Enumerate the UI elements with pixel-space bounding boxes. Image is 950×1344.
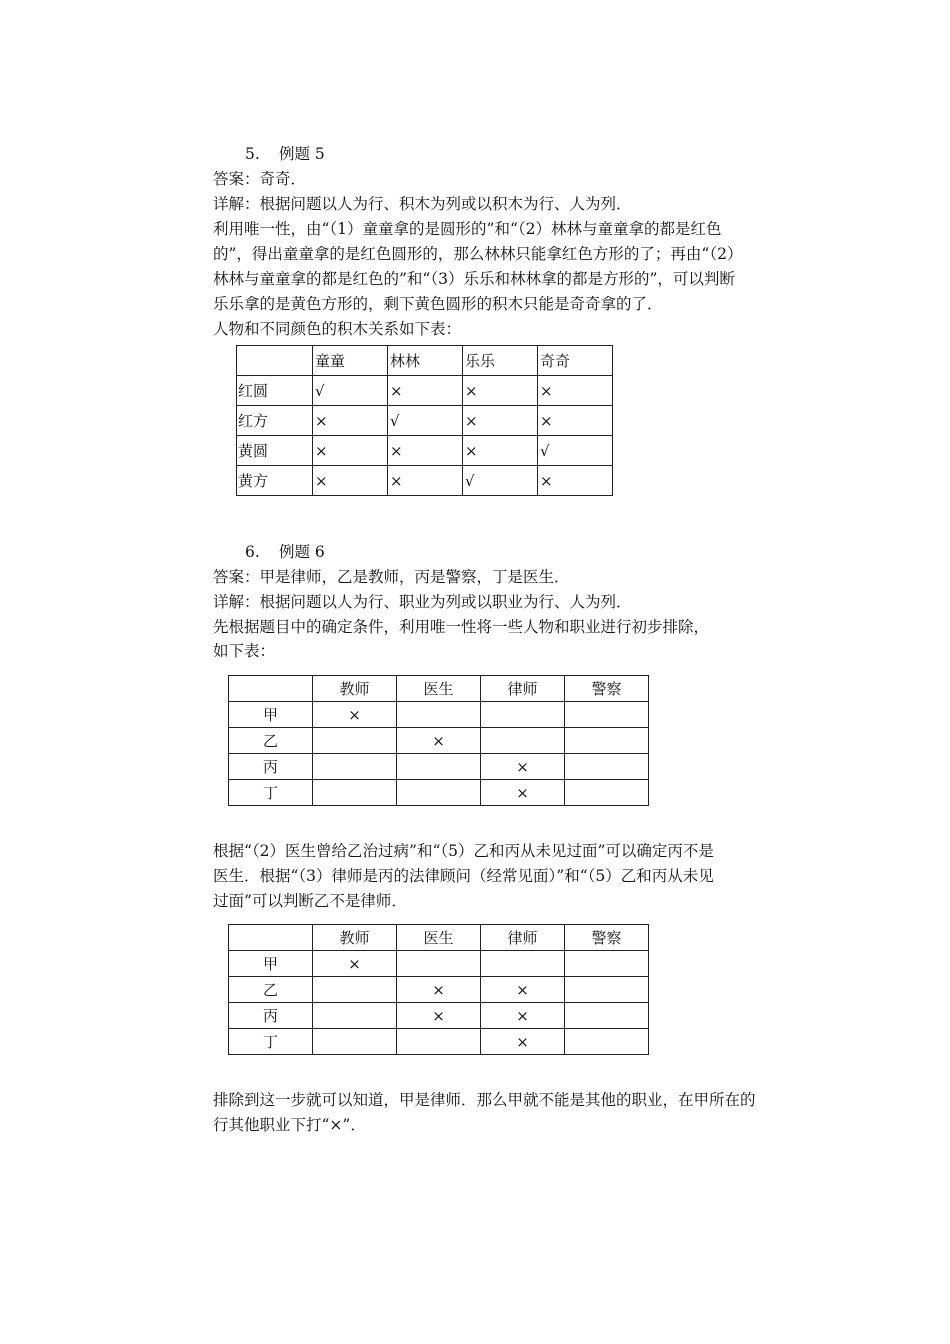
table-row [229,754,649,780]
table-header-cell: 林林 [388,346,463,376]
ex5-para-line: 乐乐拿的是黄色方形的，剩下黄色圆形的积木只能是奇奇拿的了． [213,295,663,313]
table-cell: 黄方 [237,466,313,496]
table-cell: × [538,406,613,436]
table-cell [397,1029,481,1055]
ex6-detail: 详解：根据问题以人为行、职业为列或以职业为行、人为列． [213,593,632,611]
table-row [229,728,649,754]
table-cell: × [538,466,613,496]
table-cell [565,951,649,977]
table-cell [313,1029,397,1055]
table-cell [397,754,481,780]
table-header-cell [237,346,313,376]
table-cell [481,951,565,977]
ex6-second-table [228,924,649,1055]
table-cell: √ [388,406,463,436]
table-row [237,436,613,466]
table-cell: × [313,466,388,496]
table-cell [313,977,397,1003]
table-cell: × [388,376,463,406]
table-header-row [229,925,649,951]
ex6-para2-line: 过面”可以判断乙不是律师． [213,892,407,910]
table-header-cell: 警察 [565,925,649,951]
table-cell: × [397,977,481,1003]
ex5-answer: 答案：奇奇． [213,170,307,188]
table-cell [313,728,397,754]
table-cell: 丙 [229,754,313,780]
ex5-relation-table [236,345,613,496]
table-cell: × [313,702,397,728]
table-row [229,780,649,806]
table-header-cell: 律师 [481,676,565,702]
table-cell: × [397,728,481,754]
table-row [229,1003,649,1029]
table-row [229,977,649,1003]
table-header-cell: 医生 [397,676,481,702]
table-header-cell: 童童 [313,346,388,376]
ex5-detail: 详解：根据问题以人为行、积木为列或以积木为行、人为列． [213,195,632,213]
table-cell: × [388,466,463,496]
table-cell: √ [313,376,388,406]
table-row [237,406,613,436]
table-cell [397,780,481,806]
table-cell: × [397,1003,481,1029]
table-cell: 黄圆 [237,436,313,466]
table-cell: 丙 [229,1003,313,1029]
ex6-heading-number: 6. [245,543,260,561]
table-cell [481,728,565,754]
table-cell: 丁 [229,780,313,806]
table-header-cell: 警察 [565,676,649,702]
table-header-cell: 教师 [313,676,397,702]
table-row [237,376,613,406]
table-cell: × [463,406,538,436]
ex5-para-line: 的”，得出童童拿的是红色圆形的，那么林林只能拿红色方形的了；再由“（2） [213,245,743,263]
table-cell: × [463,376,538,406]
table-cell [313,754,397,780]
table-cell: 丁 [229,1029,313,1055]
table-cell [397,702,481,728]
table-cell [565,1003,649,1029]
table-cell [565,780,649,806]
table-cell: × [481,1029,565,1055]
table-header-cell: 律师 [481,925,565,951]
table-cell [565,977,649,1003]
ex6-para1-line: 如下表： [213,642,276,660]
ex5-para-line: 林林与童童拿的都是红色的”和“（3）乐乐和林林拿的都是方形的”，可以判断 [213,270,735,288]
table-header-cell: 奇奇 [538,346,613,376]
table-cell: × [481,754,565,780]
table-cell: 甲 [229,951,313,977]
ex5-heading-text: 例题 5 [279,145,325,163]
ex6-para3-line: 排除到这一步就可以知道，甲是律师．那么甲就不能是其他的职业，在甲所在的 [213,1091,756,1109]
table-cell: × [481,1003,565,1029]
ex6-para3-line: 行其他职业下打“×”． [213,1116,366,1134]
table-header-cell [229,676,313,702]
ex6-heading [245,541,325,563]
table-cell: 红方 [237,406,313,436]
table-cell [313,1003,397,1029]
table-cell: × [313,436,388,466]
table-cell [313,780,397,806]
table-row [229,1029,649,1055]
table-cell: 乙 [229,728,313,754]
ex5-para-line: 利用唯一性，由“（1）童童拿的是圆形的”和“（2）林林与童童拿的都是红色 [213,220,722,238]
table-row [237,466,613,496]
table-cell [565,728,649,754]
ex6-answer: 答案：甲是律师，乙是教师，丙是警察，丁是医生． [213,568,570,586]
table-cell: × [538,376,613,406]
ex6-para2-line: 根据“（2）医生曾给乙治过病”和“（5）乙和丙从未见过面”可以确定丙不是 [213,842,714,860]
table-cell: × [481,780,565,806]
table-row [229,702,649,728]
ex6-initial-table [228,675,649,806]
table-header-cell: 教师 [313,925,397,951]
table-cell [565,1029,649,1055]
table-row [229,951,649,977]
ex5-heading [245,143,325,165]
table-cell [397,951,481,977]
table-header-cell: 乐乐 [463,346,538,376]
table-cell: √ [463,466,538,496]
table-cell: 乙 [229,977,313,1003]
table-cell: × [481,977,565,1003]
table-header-cell [229,925,313,951]
table-header-cell: 医生 [397,925,481,951]
table-cell [565,754,649,780]
ex6-para1-line: 先根据题目中的确定条件，利用唯一性将一些人物和职业进行初步排除， [213,618,710,636]
table-cell: × [388,436,463,466]
table-cell: × [313,406,388,436]
ex5-heading-number: 5. [245,145,260,163]
table-cell [481,702,565,728]
table-cell: 甲 [229,702,313,728]
table-cell: 红圆 [237,376,313,406]
ex5-table-intro: 人物和不同颜色的积木关系如下表： [213,320,462,338]
table-cell: √ [538,436,613,466]
table-cell: × [463,436,538,466]
table-header-row [229,676,649,702]
table-header-row [237,346,613,376]
table-cell: × [313,951,397,977]
table-cell [565,702,649,728]
ex6-heading-text: 例题 6 [279,543,325,561]
ex6-para2-line: 医生．根据“（3）律师是丙的法律顾问（经常见面）”和“（5）乙和丙从未见 [213,867,714,885]
